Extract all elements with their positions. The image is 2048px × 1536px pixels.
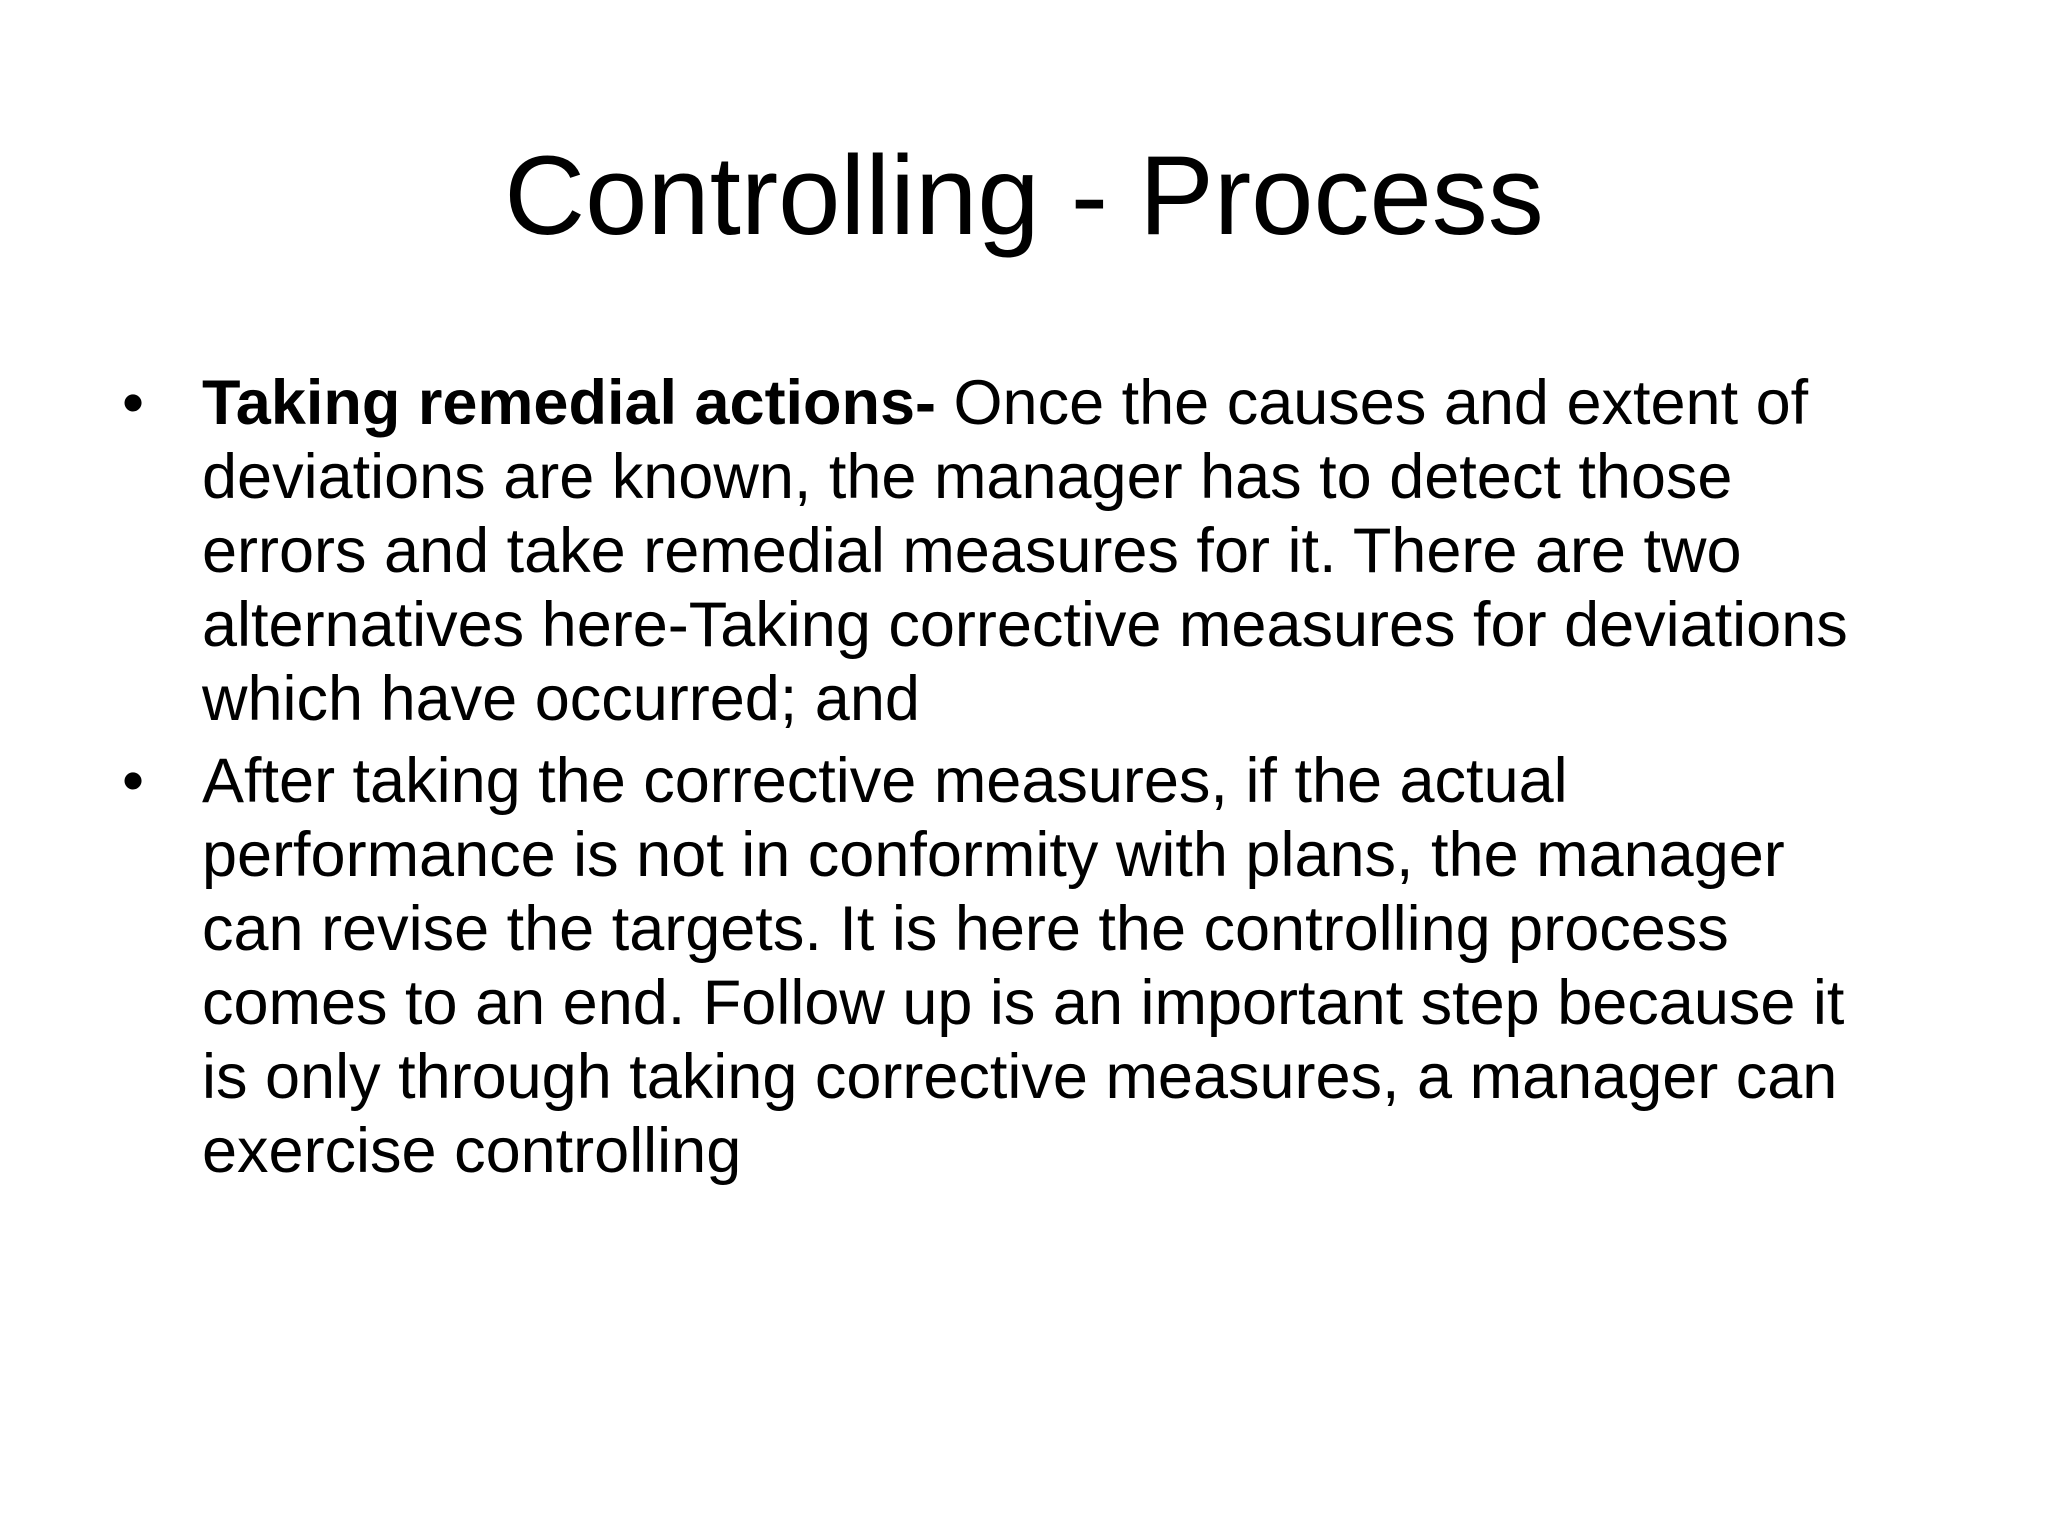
bullet-item bbox=[122, 366, 1902, 736]
bullet-text: After taking the corrective measures, if the actual performance is not in conformity with plans, the manager can revise the targets. It is here the controlling process comes to an end. Follow up is an important step because it is only through taking corrective measures, a manager can exercise controlling bbox=[202, 746, 1845, 1186]
bullet-icon: • bbox=[122, 368, 145, 438]
bullet-lead-text: Taking remedial actions- bbox=[202, 368, 937, 438]
bullet-text: Once the causes and extent of deviations are known, the manager has to detect those errors and take remedial measures for it. There are two alternatives here-Taking corrective measures for deviations which have occurred; and bbox=[202, 368, 1848, 734]
slide-title: Controlling - Process bbox=[504, 133, 1544, 258]
bullet-icon: • bbox=[122, 746, 145, 816]
bullet-item bbox=[122, 744, 1902, 1188]
slide-body bbox=[122, 366, 1902, 1196]
